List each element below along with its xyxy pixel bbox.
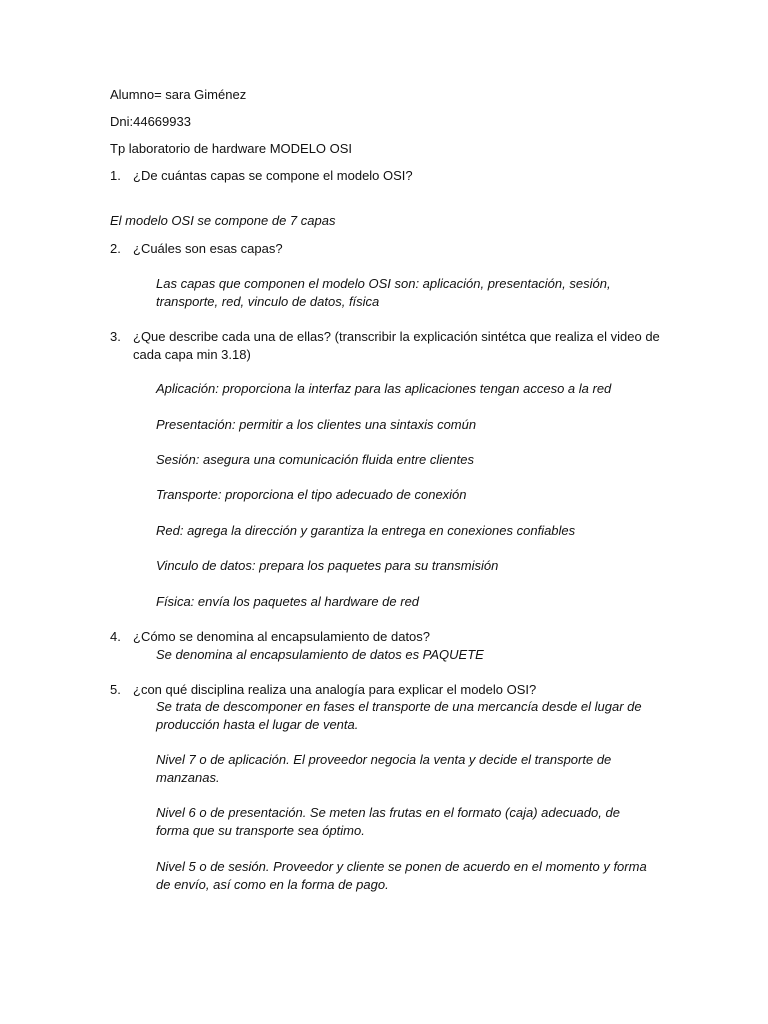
question-text-line: ¿Que describe cada una de ellas? (transcribir la explicación sintétca que realiza el video de	[133, 329, 660, 344]
answer-line: producción hasta el lugar de venta.	[156, 717, 359, 732]
layer-physical: Física: envía los paquetes al hardware de red	[156, 594, 420, 609]
layer-presentation: Presentación: permitir a los clientes una sintaxis común	[156, 417, 477, 432]
answer-line: forma que su transporte sea óptimo.	[156, 823, 365, 838]
answer-line: Se trata de descomponer en fases el transporte de una mercancía desde el lugar de	[156, 699, 642, 714]
question-number: 5.	[110, 682, 121, 697]
layer-data-link: Vinculo de datos: prepara los paquetes para su transmisión	[156, 558, 499, 573]
question-number: 4.	[110, 629, 121, 644]
answer-line: Nivel 7 o de aplicación. El proveedor negocia la venta y decide el transporte de	[156, 752, 612, 767]
question-text: ¿De cuántas capas se compone el modelo OSI?	[133, 168, 413, 183]
question-number: 3.	[110, 329, 121, 344]
answer-text: Se denomina al encapsulamiento de datos es PAQUETE	[156, 647, 484, 662]
student-name: Alumno= sara Giménez	[110, 87, 247, 102]
answer-text: El modelo OSI se compone de 7 capas	[110, 213, 336, 228]
answer-line: Nivel 5 o de sesión. Proveedor y cliente se ponen de acuerdo en el momento y forma	[156, 859, 647, 874]
answer-line: de envío, así como en la forma de pago.	[156, 877, 389, 892]
answer-line: Las capas que componen el modelo OSI son: aplicación, presentación, sesión,	[156, 276, 611, 291]
question-text: ¿Cómo se denomina al encapsulamiento de datos?	[133, 629, 431, 644]
question-number: 2.	[110, 241, 121, 256]
layer-application: Aplicación: proporciona la interfaz para las aplicaciones tengan acceso a la red	[156, 381, 612, 396]
question-text: ¿con qué disciplina realiza una analogía para explicar el modelo OSI?	[133, 682, 537, 697]
layer-network: Red: agrega la dirección y garantiza la entrega en conexiones confiables	[156, 523, 576, 538]
layer-transport: Transporte: proporciona el tipo adecuado de conexión	[156, 487, 467, 502]
answer-line: Nivel 6 o de presentación. Se meten las frutas en el formato (caja) adecuado, de	[156, 805, 620, 820]
student-dni: Dni:44669933	[110, 114, 191, 129]
answer-line: transporte, red, vinculo de datos, física	[156, 294, 380, 309]
document-title: Tp laboratorio de hardware MODELO OSI	[110, 141, 353, 156]
answer-line: manzanas.	[156, 770, 220, 785]
question-text: ¿Cuáles son esas capas?	[133, 241, 283, 256]
question-number: 1.	[110, 168, 121, 183]
layer-session: Sesión: asegura una comunicación fluida entre clientes	[156, 452, 474, 467]
question-text-line: cada capa min 3.18)	[133, 347, 251, 362]
